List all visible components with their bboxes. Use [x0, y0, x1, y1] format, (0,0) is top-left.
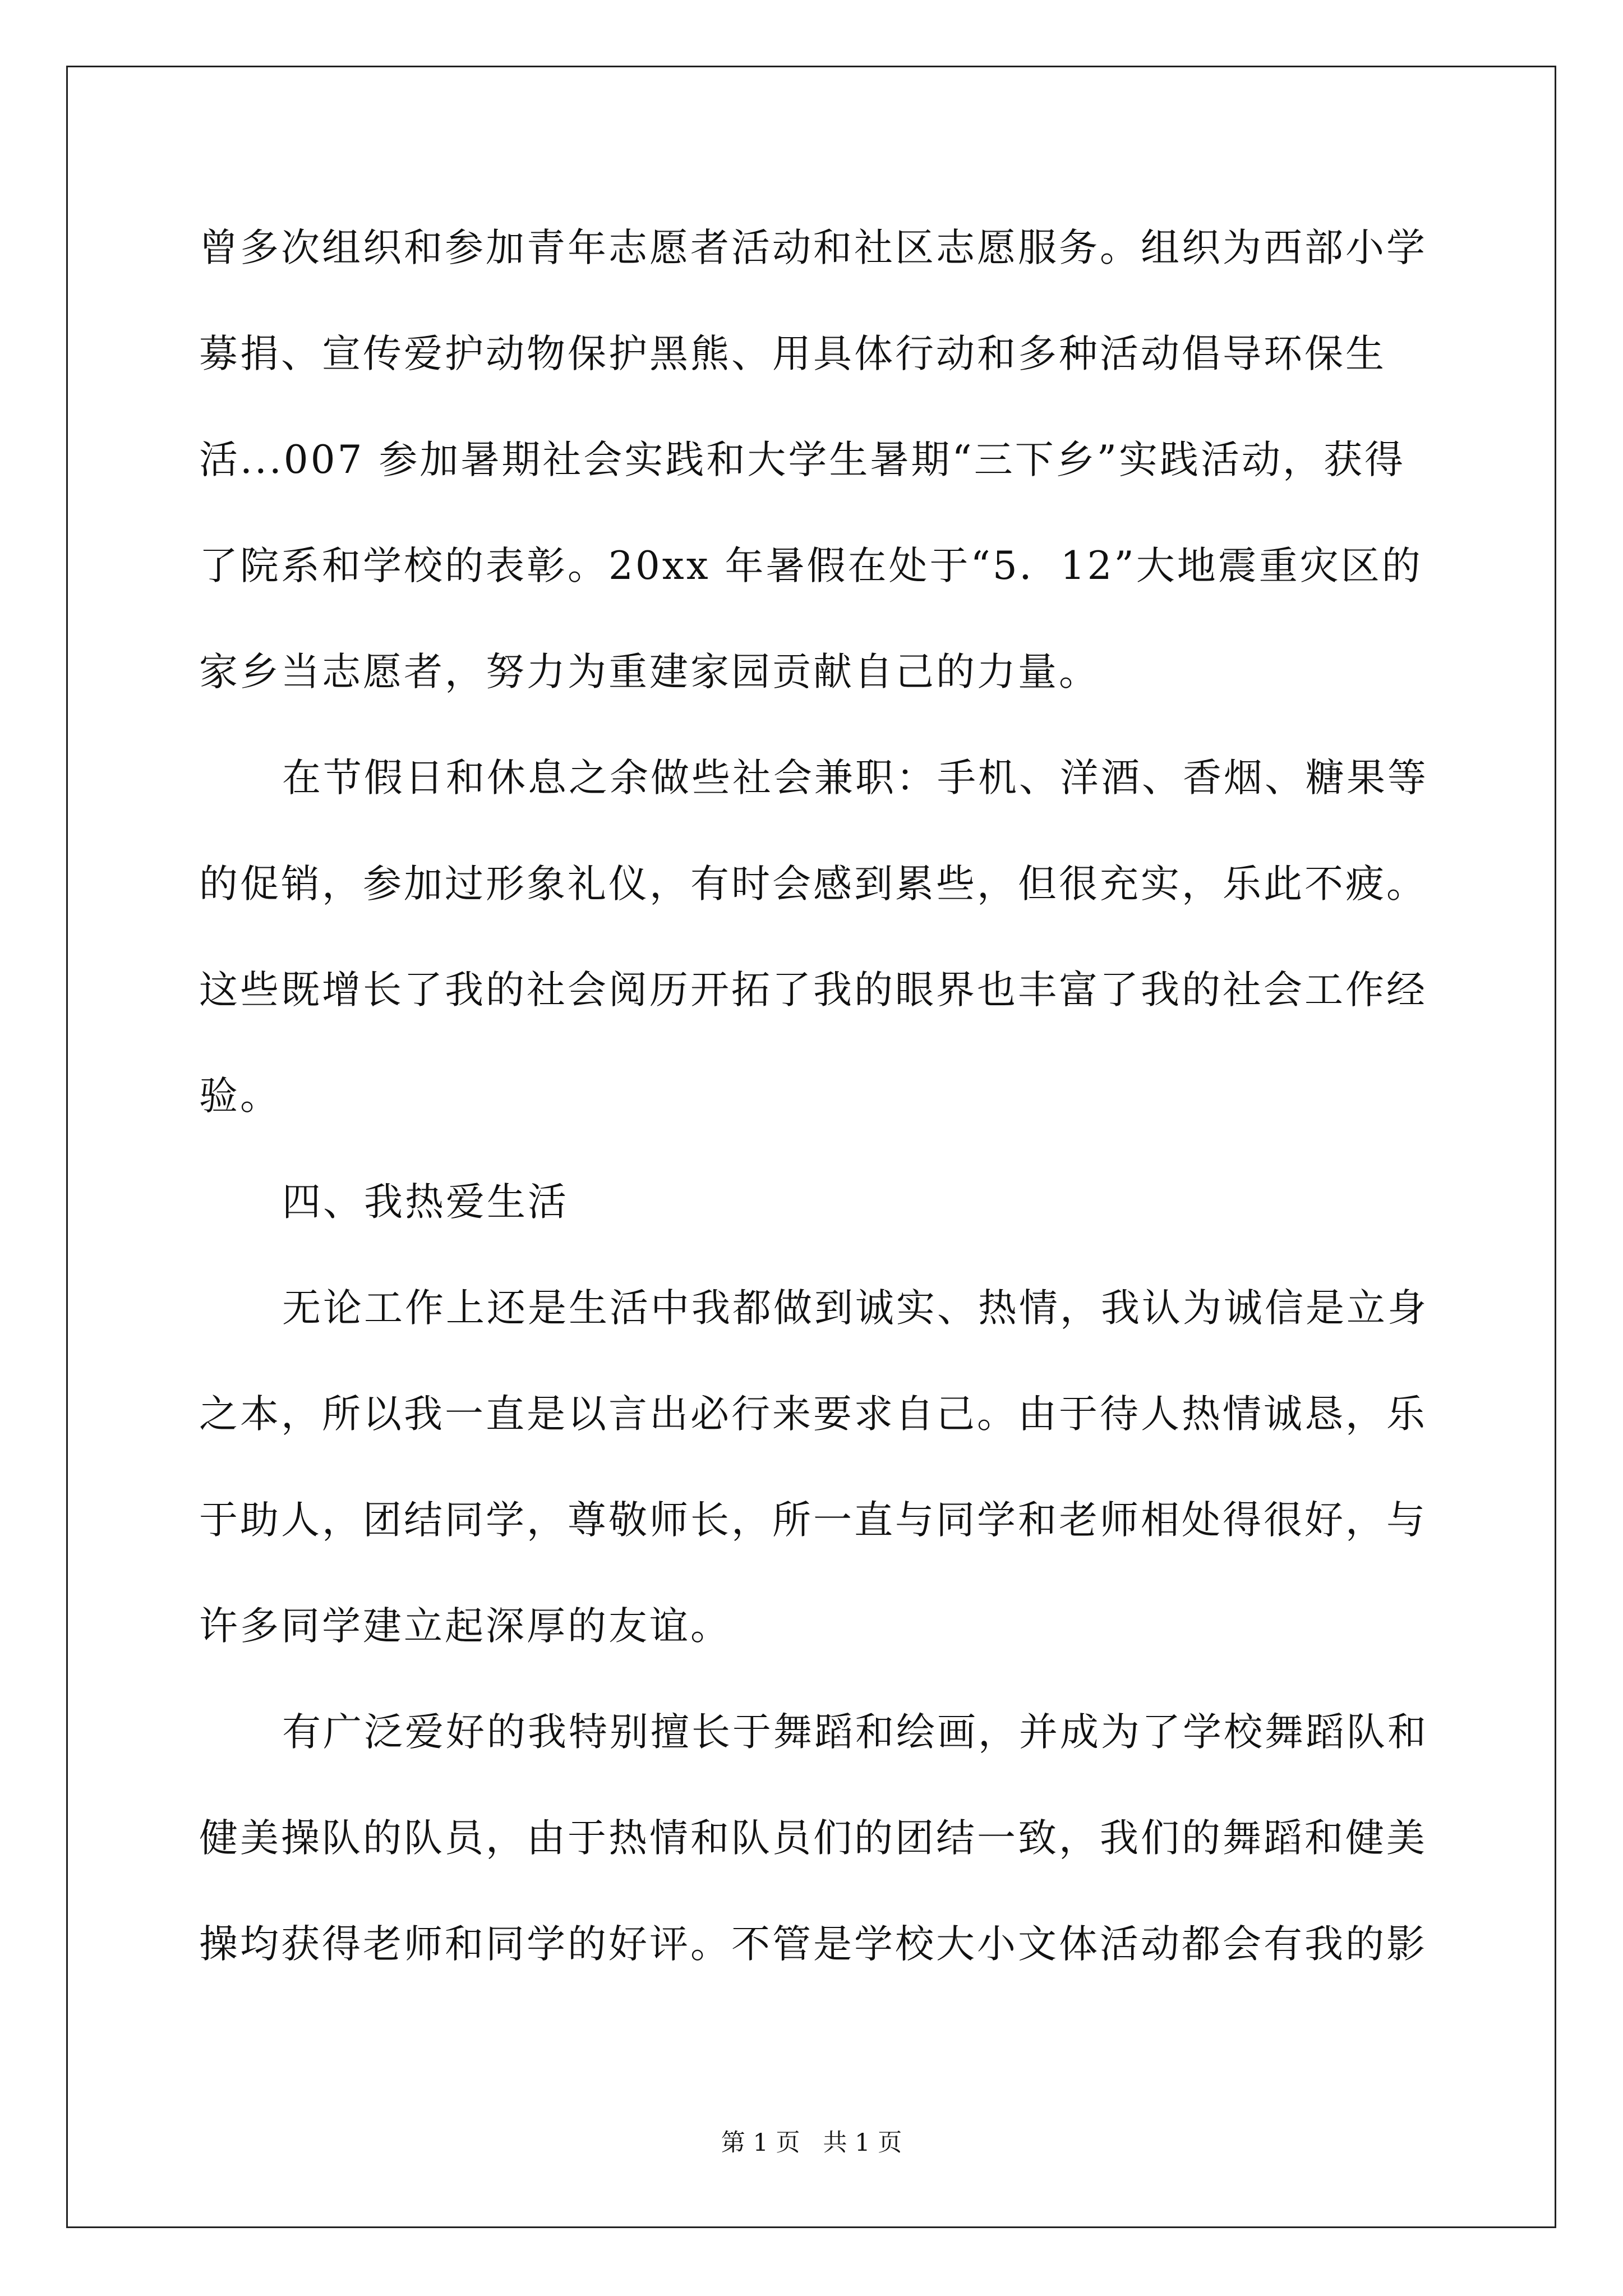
text-line: 曾多次组织和参加青年志愿者活动和社区志愿服务。组织为西部小学 [199, 226, 1427, 270]
text-line: 操均获得老师和同学的好评。不管是学校大小文体活动都会有我的影 [199, 1922, 1427, 1967]
page-border [66, 66, 1556, 2228]
text-line: 了院系和学校的表彰。20xx 年暑假在处于“5．12”大地震重灾区的 [199, 544, 1423, 588]
text-line: 健美操队的队员，由于热情和队员们的团结一致，我们的舞蹈和健美 [199, 1816, 1427, 1861]
paragraph-first-line: 有广泛爱好的我特别擅长于舞蹈和绘画，并成为了学校舞蹈队和 [282, 1710, 1428, 1755]
paragraph-first-line: 无论工作上还是生活中我都做到诚实、热情，我认为诚信是立身 [282, 1286, 1428, 1331]
text-line: 许多同学建立起深厚的友谊。 [199, 1604, 731, 1649]
paragraph-first-line: 在节假日和休息之余做些社会兼职：手机、洋酒、香烟、糖果等 [282, 756, 1428, 800]
text-line: 之本，所以我一直是以言出必行来要求自己。由于待人热情诚恳，乐 [199, 1392, 1427, 1437]
page-number-footer: 第 1 页 共 1 页 [721, 2129, 902, 2157]
text-line: 家乡当志愿者，努力为重建家园贡献自己的力量。 [199, 650, 1100, 694]
text-line: 活...007 参加暑期社会实践和大学生暑期“三下乡”实践活动，获得 [199, 438, 1405, 482]
text-line: 募捐、宣传爱护动物保护黑熊、用具体行动和多种活动倡导环保生 [199, 332, 1386, 376]
text-line: 这些既增长了我的社会阅历开拓了我的眼界也丰富了我的社会工作经 [199, 968, 1427, 1013]
text-line: 于助人，团结同学，尊敬师长，所一直与同学和老师相处得很好，与 [199, 1498, 1427, 1543]
text-line: 验。 [199, 1074, 281, 1119]
text-line: 的促销，参加过形象礼仪，有时会感到累些，但很充实，乐此不疲。 [199, 862, 1427, 907]
section-heading: 四、我热爱生活 [282, 1180, 569, 1225]
